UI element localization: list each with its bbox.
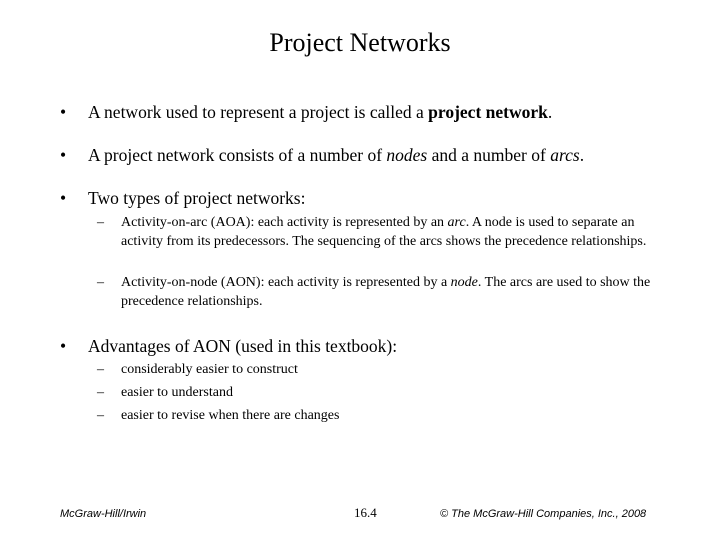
sub-text: easier to understand — [121, 385, 233, 400]
sub-text: considerably easier to construct — [121, 362, 298, 377]
sub-marker: – — [97, 215, 104, 230]
sub-text: easier to revise when there are changes — [121, 408, 340, 423]
text-run: Activity-on-node (AON): each activity is represented by a — [121, 275, 451, 290]
bullet-marker: • — [60, 102, 67, 122]
footer-publisher: McGraw-Hill/Irwin — [60, 508, 147, 520]
text-run-bold: project network — [428, 102, 548, 122]
footer-page-number: 16.4 — [354, 505, 377, 520]
text-run-italic: nodes — [386, 145, 428, 165]
bullet-text: Advantages of AON (used in this textbook): — [88, 336, 398, 356]
text-run-italic: arcs — [550, 145, 580, 165]
text-run: A project network consists of a number of — [88, 145, 387, 165]
text-run-italic: arc — [447, 215, 466, 230]
sub-marker: – — [97, 275, 104, 290]
text-run: . The arcs are used to show the precedence relationships. — [121, 275, 651, 309]
bullet-text: Two types of project networks: — [88, 188, 306, 208]
text-run: . — [547, 102, 553, 122]
sub-marker: – — [97, 362, 104, 377]
slide-title: Project Networks — [269, 28, 451, 57]
text-run: Activity-on-arc (AOA): each activity is represented by an — [121, 215, 448, 230]
text-run: and a number of — [427, 145, 551, 165]
sub-text — [121, 214, 656, 251]
bullet-marker: • — [60, 336, 67, 356]
bullet-marker: • — [60, 145, 67, 165]
text-run: A network used to represent a project is called a — [88, 102, 429, 122]
sub-marker: – — [97, 385, 104, 400]
bullet-text — [88, 144, 678, 166]
sub-text — [121, 274, 656, 311]
text-run: . — [579, 145, 585, 165]
sub-marker: – — [97, 408, 104, 423]
footer-copyright: © The McGraw-Hill Companies, Inc., 2008 — [440, 508, 647, 520]
bullet-marker: • — [60, 188, 67, 208]
text-run-italic: node — [450, 275, 478, 290]
bullet-text — [88, 101, 678, 123]
text-run: . A node is used to separate an activity from its predecessors. The sequencing of the arcs shows the precedence relationships. — [121, 215, 647, 249]
